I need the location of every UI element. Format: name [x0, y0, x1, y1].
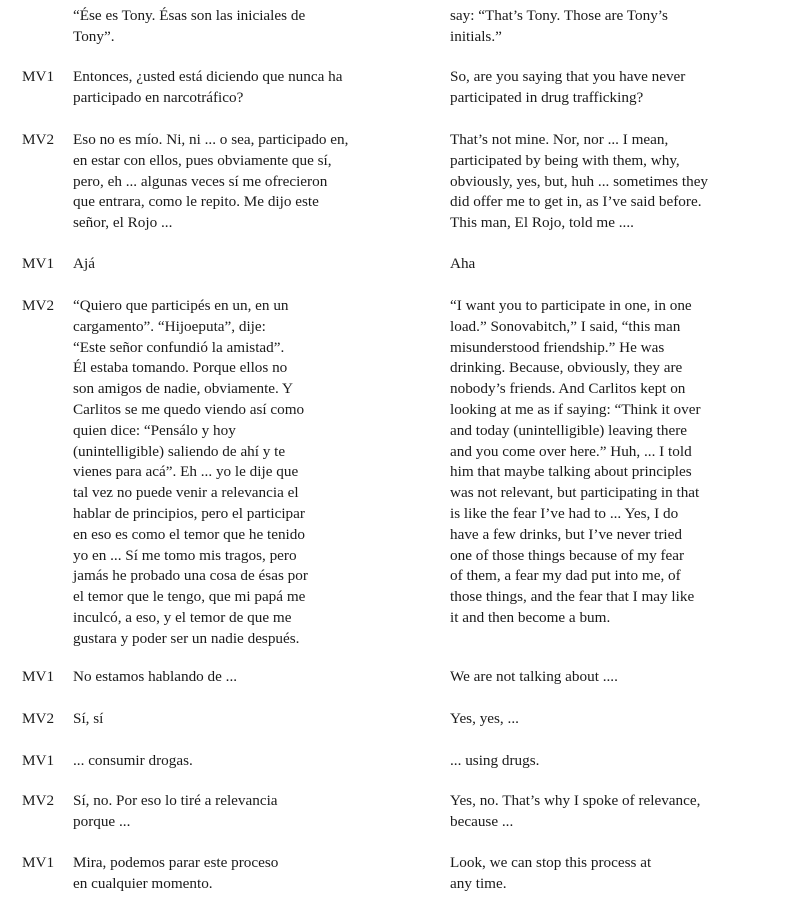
- english-line: load.” Sonovabitch,” I said, “this man: [450, 317, 681, 335]
- speaker-label: MV2: [22, 131, 55, 148]
- english-line: say: “That’s Tony. Those are Tony’s: [450, 7, 668, 24]
- english-line: participated in drug trafficking?: [450, 88, 644, 106]
- english-line: Yes, no. That’s why I spoke of relevance,: [450, 792, 701, 809]
- english-line: ... using drugs.: [450, 752, 540, 769]
- english-text: [450, 67, 780, 109]
- english-line: Aha: [450, 255, 476, 272]
- english-line: misunderstood friendship.” He was: [450, 338, 665, 356]
- english-text: [450, 254, 780, 275]
- spanish-text: [73, 853, 418, 895]
- spanish-line: No estamos hablando de ...: [73, 668, 238, 685]
- spanish-text: [73, 67, 418, 109]
- spanish-line: “Quiero que participés en un, en un: [73, 297, 289, 314]
- spanish-line: Eso no es mío. Ni, ni ... o sea, participado en,: [73, 131, 349, 148]
- english-line: nobody’s friends. And Carlitos kept on: [450, 380, 686, 398]
- english-line: obviously, yes, but, huh ... sometimes they: [450, 172, 709, 190]
- spanish-line: en estar con ellos, pues obviamente que sí,: [73, 151, 332, 169]
- english-line: did offer me to get in, as I’ve said before.: [450, 193, 702, 211]
- spanish-text: [73, 254, 418, 275]
- spanish-line: yo en ... Sí me tomo mis tragos, pero: [73, 546, 297, 564]
- english-line: drinking. Because, obviously, they are: [450, 359, 683, 377]
- speaker-label: MV2: [22, 710, 55, 727]
- spanish-line: Sí, no. Por eso lo tiré a relevancia: [73, 792, 278, 809]
- english-text: [450, 296, 780, 629]
- english-line: was not relevant, but participating in that: [450, 484, 700, 502]
- spanish-text: [73, 667, 418, 688]
- english-text: [450, 130, 780, 234]
- english-text: [450, 6, 780, 48]
- spanish-line: jamás he probado una cosa de ésas por: [73, 567, 308, 585]
- spanish-line: Tony”.: [73, 27, 115, 45]
- speaker-label: MV2: [22, 792, 55, 809]
- spanish-line: Mira, podemos parar este proceso: [73, 854, 279, 871]
- spanish-line: el temor que le tengo, que mi papá me: [73, 588, 306, 606]
- english-line: looking at me as if saying: “Think it over: [450, 400, 701, 418]
- speaker-label: MV1: [22, 854, 55, 871]
- spanish-line: Él estaba tomando. Porque ellos no: [73, 359, 288, 377]
- spanish-line: (unintelligible) saliendo de ahí y te: [73, 442, 286, 460]
- english-line: Look, we can stop this process at: [450, 854, 652, 871]
- english-line: any time.: [450, 874, 507, 892]
- spanish-line: Entonces, ¿usted está diciendo que nunca ha: [73, 68, 343, 85]
- spanish-text: [73, 751, 418, 772]
- speaker-label: MV1: [22, 68, 55, 85]
- english-line: So, are you saying that you have never: [450, 68, 686, 85]
- spanish-text: [73, 296, 418, 650]
- english-line: and today (unintelligible) leaving there: [450, 421, 688, 439]
- english-line: That’s not mine. Nor, nor ... I mean,: [450, 131, 669, 148]
- english-line: participated by being with them, why,: [450, 151, 680, 169]
- spanish-line: ... consumir drogas.: [73, 752, 193, 769]
- spanish-text: [73, 130, 418, 234]
- english-line: one of those things because of my fear: [450, 546, 685, 564]
- english-line: because ...: [450, 812, 514, 830]
- spanish-text: [73, 709, 418, 730]
- spanish-line: participado en narcotráfico?: [73, 88, 244, 106]
- english-text: [450, 853, 780, 895]
- english-line: him that maybe talking about principles: [450, 463, 692, 481]
- spanish-text: [73, 791, 418, 833]
- spanish-text: [73, 6, 418, 48]
- spanish-line: Carlitos se me quedo viendo así como: [73, 400, 305, 418]
- english-line: is like the fear I’ve had to ... Yes, I do: [450, 504, 679, 522]
- speaker-label: MV1: [22, 752, 55, 769]
- spanish-line: pero, eh ... algunas veces sí me ofrecieron: [73, 172, 328, 190]
- english-text: [450, 667, 780, 688]
- speaker-label: MV1: [22, 255, 55, 272]
- english-line: initials.”: [450, 27, 502, 45]
- speaker-label: MV1: [22, 668, 55, 685]
- english-line: This man, El Rojo, told me ....: [450, 214, 634, 232]
- spanish-line: “Este señor confundió la amistad”.: [73, 338, 285, 356]
- spanish-line: son amigos de nadie, obviamente. Y: [73, 380, 294, 398]
- speaker-label: MV2: [22, 297, 55, 314]
- english-line: Yes, yes, ...: [450, 710, 519, 727]
- english-text: [450, 791, 780, 833]
- spanish-line: gustara y poder ser un nadie después.: [73, 629, 300, 647]
- spanish-line: Sí, sí: [73, 710, 104, 727]
- english-line: have a few drinks, but I’ve never tried: [450, 525, 682, 543]
- spanish-line: quien dice: “Pensálo y hoy: [73, 421, 236, 439]
- spanish-line: Ajá: [73, 255, 95, 272]
- spanish-line: en eso es como el temor que he tenido: [73, 525, 305, 543]
- spanish-line: tal vez no puede venir a relevancia el: [73, 484, 299, 502]
- spanish-line: hablar de principios, pero el participar: [73, 504, 305, 522]
- english-line: “I want you to participate in one, in one: [450, 297, 692, 314]
- english-text: [450, 751, 780, 772]
- spanish-line: inculcó, a eso, y el temor de que me: [73, 608, 292, 626]
- english-text: [450, 709, 780, 730]
- spanish-line: “Ése es Tony. Ésas son las iniciales de: [73, 7, 306, 24]
- english-line: of them, a fear my dad put into me, of: [450, 567, 681, 585]
- english-line: and you come over here.” Huh, ... I told: [450, 442, 692, 460]
- english-line: those things, and the fear that I may like: [450, 588, 695, 606]
- spanish-line: que entrara, como le repito. Me dijo este: [73, 193, 319, 211]
- spanish-line: porque ...: [73, 812, 131, 830]
- spanish-line: cargamento”. “Hijoeputa”, dije:: [73, 317, 266, 335]
- english-line: it and then become a bum.: [450, 608, 611, 626]
- english-line: We are not talking about ....: [450, 668, 618, 685]
- spanish-line: en cualquier momento.: [73, 874, 213, 892]
- spanish-line: vienes para acá”. Eh ... yo le dije que: [73, 463, 299, 481]
- spanish-line: señor, el Rojo ...: [73, 214, 173, 232]
